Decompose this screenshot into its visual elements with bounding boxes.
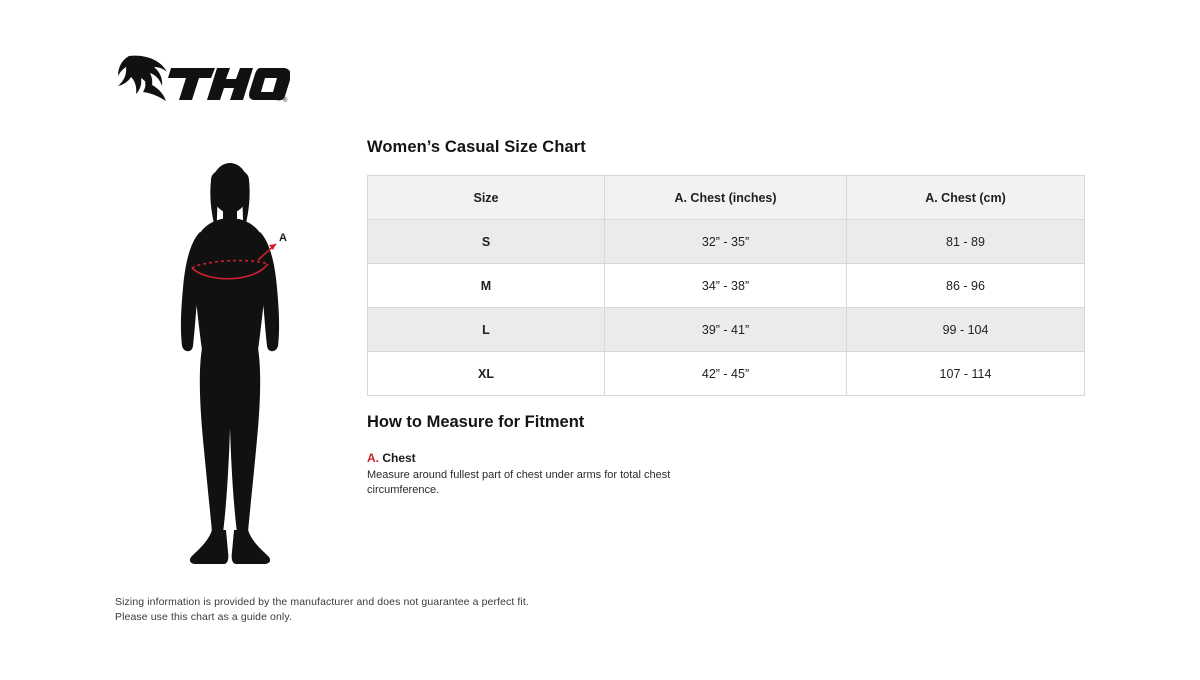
how-to-measure-body: Measure around fullest part of chest under arms for total chest circumference. [367,469,671,496]
silhouette-shape [181,163,279,564]
measure-marker-a: A. [367,451,379,465]
cell-size: L [368,308,605,352]
how-to-measure-subtitle [367,451,416,465]
body-silhouette-illustration [140,160,340,570]
svg-text:®: ® [283,98,288,104]
how-to-measure-title: How to Measure for Fitment [367,413,585,431]
cell-chest-inches: 39” - 41” [605,308,847,352]
column-header-size: Size [368,176,605,220]
callout-letter-a: A [279,232,287,244]
column-header-chest-inches: A. Chest (inches) [605,176,847,220]
cell-chest-cm: 81 - 89 [847,220,1085,264]
table-row [368,308,1085,352]
cell-chest-cm: 99 - 104 [847,308,1085,352]
cell-size: S [368,220,605,264]
table-row [368,220,1085,264]
page-title: Women’s Casual Size Chart [367,138,586,156]
footnote-line-2: Please use this chart as a guide only. [115,611,292,623]
cell-chest-inches: 34” - 38” [605,264,847,308]
thor-logo [115,52,290,104]
cell-chest-cm: 107 - 114 [847,352,1085,396]
cell-chest-inches: 32” - 35” [605,220,847,264]
table-header-row [368,176,1085,220]
footnote-line-1: Sizing information is provided by the manufacturer and does not guarantee a perfect fit. [115,596,529,608]
cell-size: XL [368,352,605,396]
table-row [368,264,1085,308]
size-chart-table [367,175,1085,396]
cell-size: M [368,264,605,308]
cell-chest-inches: 42” - 45” [605,352,847,396]
table-row [368,352,1085,396]
measure-label-chest: Chest [379,451,416,465]
column-header-chest-cm: A. Chest (cm) [847,176,1085,220]
cell-chest-cm: 86 - 96 [847,264,1085,308]
